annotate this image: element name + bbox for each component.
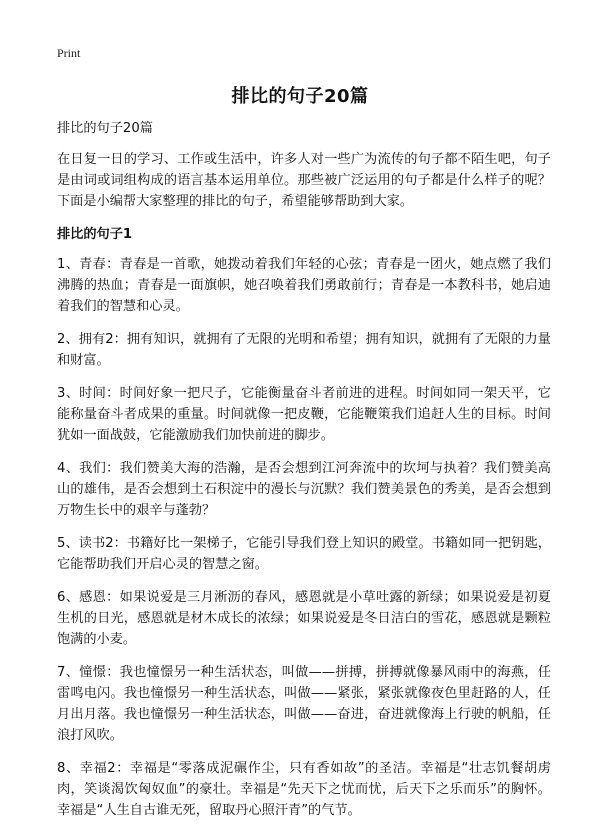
entry-paragraph-7: 7、憧憬：我也憧憬另一种生活状态，叫做——拼搏，拼搏就像暴风雨中的海燕，任雷鸣电闪。我也憧憬另一种生活状态，叫做——紧张，紧张就像夜色里赶路的人，任月出月落。我也憧憬另一种生活状态，叫做——奋进，奋进就像海上行驶的帆船，任浪打风吹。	[57, 665, 551, 743]
intro-paragraph: 在日复一日的学习、工作或生活中，许多人对一些广为流传的句子都不陌生吧，句子是由词或词组构成的语言基本运用单位。那些被广泛运用的句子都是什么样子的呢？下面是小编帮大家整理的排比的句子，希望能够帮助到大家。	[57, 152, 551, 209]
document-body	[57, 118, 551, 821]
entry-paragraph-1: 1、青春：青春是一首歌，她拨动着我们年轻的心弦；青春是一团火，她点燃了我们沸腾的热血；青春是一面旗帜，她召唤着我们勇敢前行；青春是一本教科书，她启迪着我们的智慧和心灵。	[57, 257, 551, 314]
entry-paragraph-2: 2、拥有2：拥有知识，就拥有了无限的光明和希望；拥有知识，就拥有了无限的力量和财富。	[57, 332, 551, 368]
print-link[interactable]: Print	[57, 46, 81, 60]
entry-paragraph-3: 3、时间：时间好象一把尺子，它能衡量奋斗者前进的进程。时间如同一架天平，它能称量奋斗者成果的重量。时间就像一把皮鞭，它能鞭策我们追赶人生的目标。时间犹如一面战鼓，它能激励我们加快前进的脚步。	[57, 386, 551, 443]
entry-paragraph-4: 4、我们：我们赞美大海的浩瀚，是否会想到江河奔流中的坎坷与执着？我们赞美高山的雄伟，是否会想到土石积淀中的漫长与沉默？我们赞美景色的秀美，是否会想到万物生长中的艰辛与蓬勃？	[57, 461, 551, 518]
document-subtitle: 排比的句子20篇	[57, 121, 153, 136]
section-heading: 排比的句子1	[57, 227, 133, 242]
page-title: 排比的句子20篇	[231, 86, 369, 107]
entry-paragraph-6: 6、感恩：如果说爱是三月淅沥的春风，感恩就是小草吐露的新绿；如果说爱是初夏生机的日光，感恩就是材木成长的浓绿；如果说爱是冬日洁白的雪花，感恩就是颗粒饱满的小麦。	[57, 590, 551, 647]
entry-paragraph-5: 5、读书2：书籍好比一架梯子，它能引导我们登上知识的殿堂。书籍如同一把钥匙，它能帮助我们开启心灵的智慧之窗。	[57, 536, 551, 572]
entry-paragraph-8: 8、幸福2：幸福是“零落成泥碾作尘，只有香如故”的圣洁。幸福是“壮志饥餐胡虏肉，笑谈渴饮匈奴血”的豪壮。幸福是“先天下之忧而忧，后天下之乐而乐”的胸怀。幸福是“人生自古谁无死，留取丹心照汗青”的气节。	[57, 761, 551, 818]
